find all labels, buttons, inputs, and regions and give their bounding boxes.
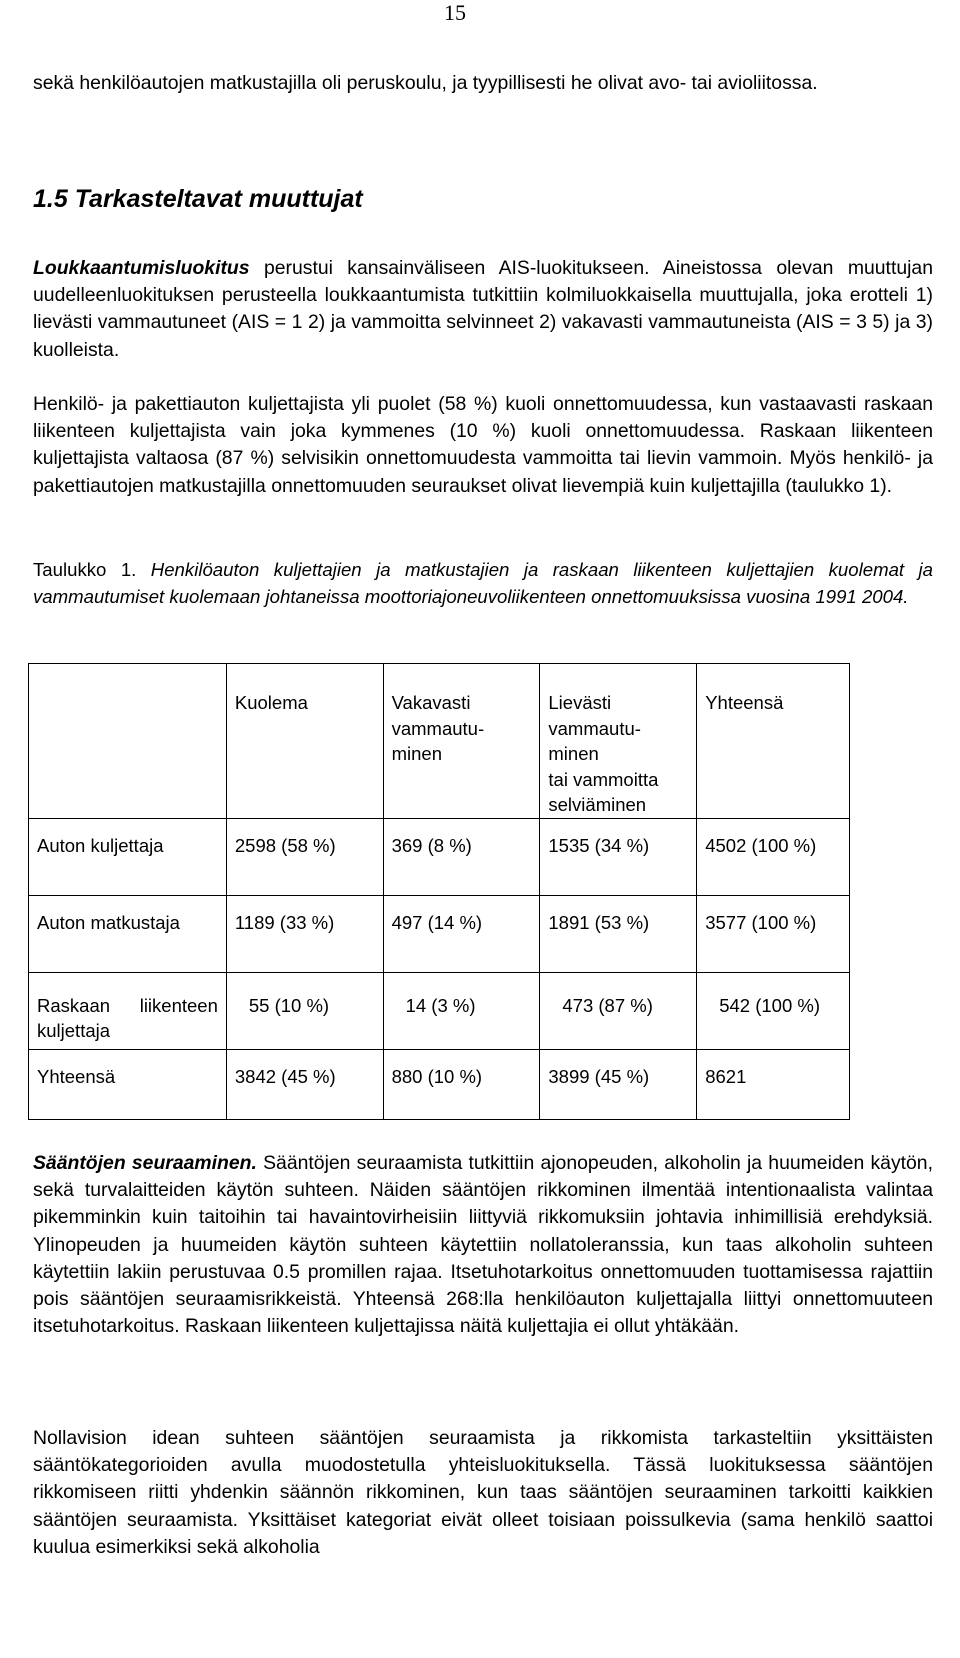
cell-yhteensa: 8621 <box>697 1049 850 1119</box>
drivers-text: Henkilö- ja pakettiauton kuljettajista yli puolet (58 %) kuoli onnettomuudessa, kun vastaavasti raskaan liikenteen kuljettajista vain joka kymmenes (10 %) kuoli onnettomuudessa. Raskaan liikenteen kuljettajista valtaosa (87 %) selvisikin onnettomuudesta vammoitta tai lievin vammoin. Myös henkilö- ja pakettiautojen matkustajilla onnettomuuden seuraukset olivat lievempiä kuin kuljettajilla (taulukko 1). <box>33 393 933 497</box>
row-label: Raskaan liikenteen kuljettaja <box>29 972 227 1049</box>
header-vakava: Vakavasti vammautu- minen <box>383 664 540 819</box>
row-label: Auton matkustaja <box>29 895 227 972</box>
rules-paragraph <box>33 1150 933 1340</box>
cell-kuolema: 3842 (45 %) <box>226 1049 383 1119</box>
table-row <box>29 972 850 1049</box>
vision-paragraph <box>33 1425 933 1561</box>
header-kuolema: Kuolema <box>226 664 383 819</box>
injury-text: perustui kansainväliseen AIS-luokitukseen. Aineistossa olevan muuttujan uudelleenluokituksen perusteella loukkaantumista tutkittiin kolmiluokkaisella muuttujalla, joka erotteli 1) lievästi vammautuneet (AIS = 1 2) ja vammoitta selvinneet 2) vakavasti vammautuneista (AIS = 3 5) ja 3) kuolleista. <box>33 257 933 361</box>
cell-lieva: 473 (87 %) <box>540 972 697 1049</box>
table-caption-text: Henkilöauton kuljettajien ja matkustajien ja raskaan liikenteen kuljettajien kuolemat ja vammautumiset kuolemaan johtaneissa moottoriajoneuvoliikenteen onnettomuuksissa vuosina 1991 2004. <box>33 559 933 607</box>
cell-vakava: 497 (14 %) <box>383 895 540 972</box>
header-lieva: Lievästi vammautu- minen tai vammoitta selviäminen <box>540 664 697 819</box>
intro-text: sekä henkilöautojen matkustajilla oli peruskoulu, ja tyypillisesti he olivat avo- tai avioliitossa. <box>33 72 818 94</box>
vision-text: Nollavision idean suhteen sääntöjen seuraamista ja rikkomista tarkasteltiin yksittäisten sääntökategorioiden avulla muodostetulla yhteisluokituksella. Tässä luokituksessa sääntöjen rikkomiseen riitti yhdenkin säännön rikkominen, kun taas sääntöjen seuraaminen tarkoitti kaikkien sääntöjen seuraamista. Yksittäiset kategoriat eivät olleet toisiaan poissulkevia (sama henkilö saattoi kuulua esimerkiksi sekä alkoholia <box>33 1427 933 1558</box>
cell-vakava: 369 (8 %) <box>383 818 540 895</box>
table-row <box>29 895 850 972</box>
cell-yhteensa: 542 (100 %) <box>697 972 850 1049</box>
rules-lead: Sääntöjen seuraaminen. <box>33 1152 257 1174</box>
cell-kuolema: 2598 (58 %) <box>226 818 383 895</box>
intro-paragraph <box>33 70 933 97</box>
table-header-row <box>29 664 850 819</box>
cell-vakava: 14 (3 %) <box>383 972 540 1049</box>
rules-text: Sääntöjen seuraamista tutkittiin ajonopeuden, alkoholin ja huumeiden käytön, sekä turvalaitteiden käytön suhteen. Näiden sääntöjen rikkominen ilmentää intentionaalista valintaa pikemminkin kuin taitoihin tai havaintovirheisiin liittyviä rikkomuksiin johtavia inhimillisiä erehdyksiä. Ylinopeuden ja huumeiden käytön suhteen käytettiin nollatoleranssia, kun taas alkoholin suhteen käytettiin lakiin perustuvaa 0.5 promillen rajaa. Itsetuhotarkoitus onnettomuuden tuottamisessa rajattiin pois sääntöjen seuraamisrikkeistä. Yhteensä 268:lla henkilöauton kuljettajalla liittyi onnettomuuteen itsetuhotarkoitus. Raskaan liikenteen kuljettajissa näitä kuljettajia ei ollut yhtäkään. <box>33 1152 933 1338</box>
header-yhteensa: Yhteensä <box>697 664 850 819</box>
table-caption-label: Taulukko 1. <box>33 559 137 580</box>
cell-lieva: 3899 (45 %) <box>540 1049 697 1119</box>
table-row <box>29 818 850 895</box>
cell-kuolema: 55 (10 %) <box>226 972 383 1049</box>
row-label: Auton kuljettaja <box>29 818 227 895</box>
page-number: 15 <box>444 0 466 25</box>
header-corner-cell <box>29 664 227 819</box>
cell-kuolema: 1189 (33 %) <box>226 895 383 972</box>
injury-lead: Loukkaantumisluokitus <box>33 257 250 279</box>
cell-vakava: 880 (10 %) <box>383 1049 540 1119</box>
injury-classification-paragraph <box>33 255 933 364</box>
cell-lieva: 1891 (53 %) <box>540 895 697 972</box>
drivers-paragraph <box>33 391 933 500</box>
cell-yhteensa: 4502 (100 %) <box>697 818 850 895</box>
results-table <box>28 663 850 1120</box>
cell-yhteensa: 3577 (100 %) <box>697 895 850 972</box>
table-row <box>29 1049 850 1119</box>
table-caption <box>33 557 933 610</box>
row-label: Yhteensä <box>29 1049 227 1119</box>
cell-lieva: 1535 (34 %) <box>540 818 697 895</box>
section-heading: 1.5 Tarkasteltavat muuttujat <box>33 185 363 213</box>
